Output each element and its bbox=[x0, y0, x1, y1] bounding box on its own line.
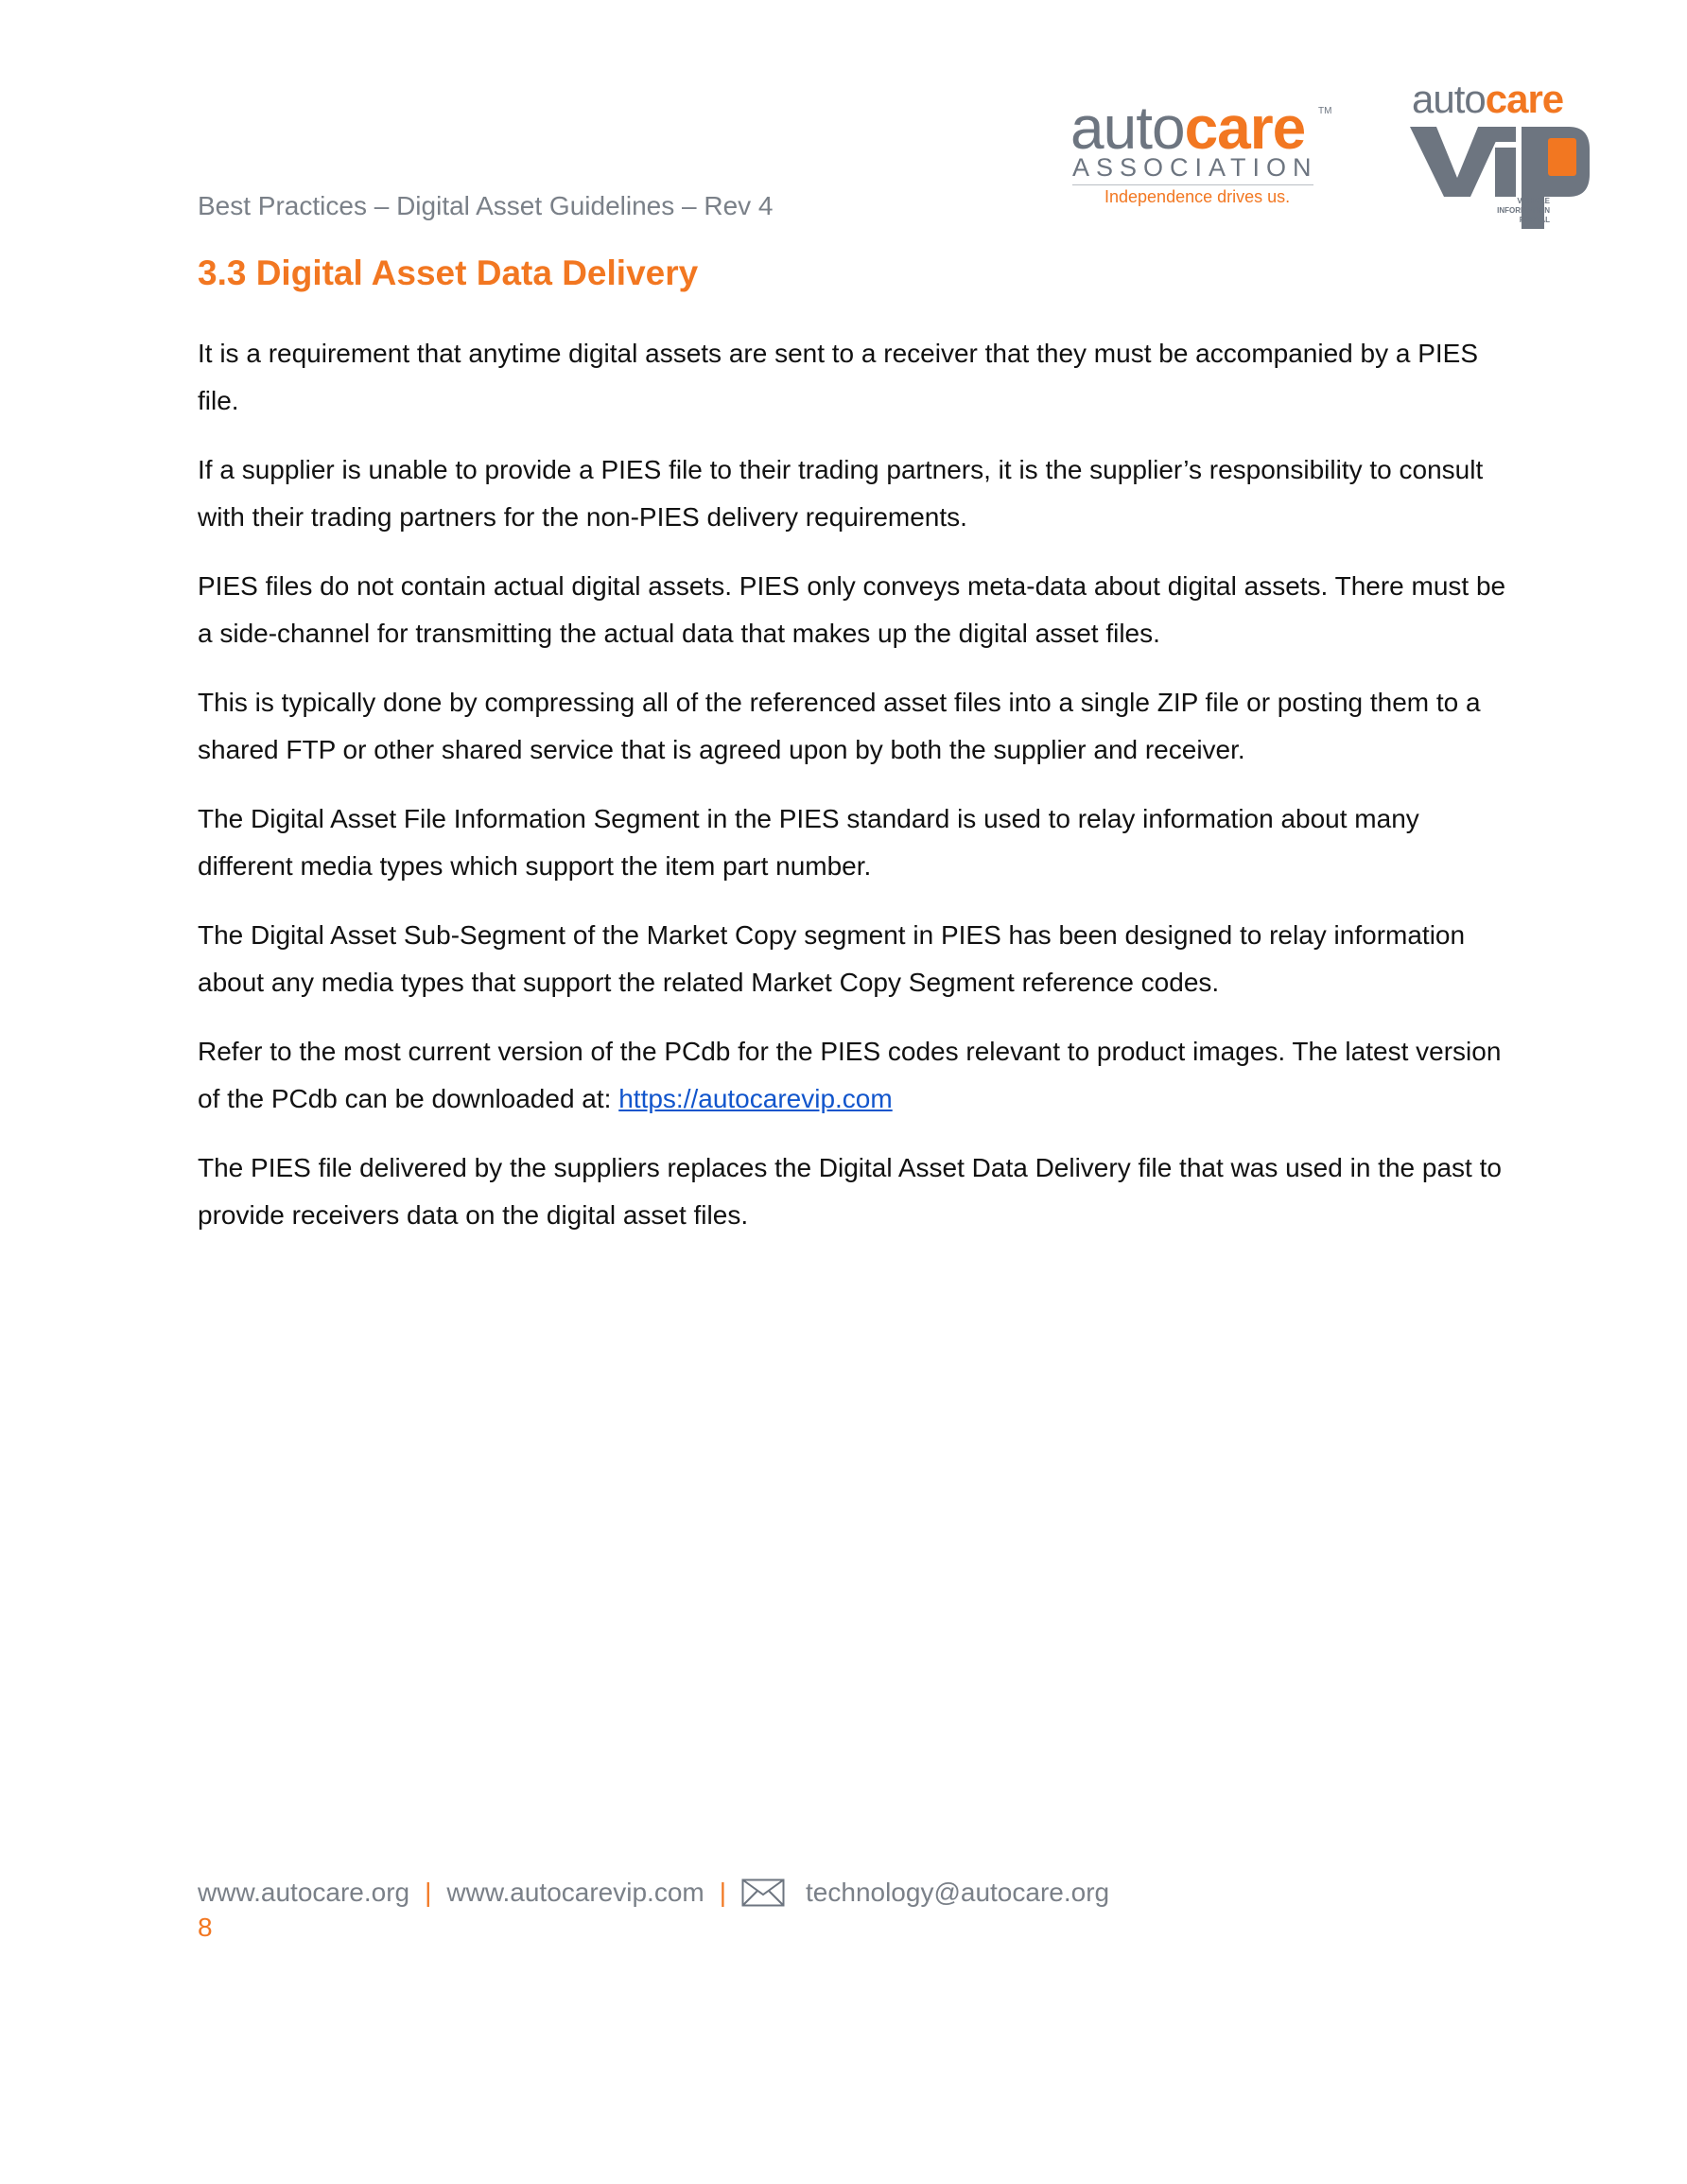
vip-logo-caption: VEHICLE INFORMATION PORTAL bbox=[1497, 197, 1550, 224]
paragraph: It is a requirement that anytime digital assets are sent to a receiver that they must be accompanied by a PIES file. bbox=[198, 339, 1479, 415]
footer-website-autocare[interactable]: www.autocare.org bbox=[198, 1878, 410, 1907]
section-title: 3.3 Digital Asset Data Delivery bbox=[198, 253, 699, 292]
envelope-icon bbox=[741, 1878, 785, 1907]
logo-word-auto: auto bbox=[1070, 94, 1185, 162]
logo-trademark: TM bbox=[1318, 106, 1332, 116]
logo-divider bbox=[1072, 184, 1313, 185]
paragraph: The Digital Asset Sub-Segment of the Market Copy segment in PIES has been designed to relay information about any media types that support the related Market Copy Segment reference codes. bbox=[198, 920, 1466, 997]
closing-paragraph: The PIES file delivered by the suppliers replaces the Digital Asset Data Delivery file that was used in the past to provide receivers data on the digital asset files. bbox=[198, 1153, 1502, 1230]
paragraph: The Digital Asset File Information Segment in the PIES standard is used to relay information about many different media types which support the item part number. bbox=[198, 804, 1419, 881]
page-number: 8 bbox=[198, 1913, 213, 1942]
footer-website-autocarevip[interactable]: www.autocarevip.com bbox=[446, 1878, 704, 1907]
running-header: Best Practices – Digital Asset Guidelines – Rev 4 bbox=[198, 191, 774, 220]
footer-separator: | bbox=[719, 1878, 727, 1907]
logo-word-care: care bbox=[1184, 94, 1306, 162]
footer-separator: | bbox=[425, 1878, 432, 1907]
vip-logo-word-auto: auto bbox=[1412, 77, 1486, 121]
autocare-vip-logo bbox=[1408, 78, 1597, 238]
logo-subtitle: ASSOCIATION bbox=[1072, 153, 1318, 182]
logo-tagline: Independence drives us. bbox=[1104, 187, 1291, 206]
paragraph: If a supplier is unable to provide a PIES file to their trading partners, it is the supplier’s responsibility to consult with their trading partners for the non-PIES delivery requirements. bbox=[198, 455, 1484, 532]
paragraph: This is typically done by compressing all of the referenced asset files into a single ZIP file or posting them to a shared FTP or other shared service that is agreed upon by both the supplier and receiver. bbox=[198, 688, 1481, 764]
footer-email[interactable]: technology@autocare.org bbox=[806, 1878, 1110, 1907]
pcdb-download-link[interactable]: https://autocarevip.com bbox=[618, 1084, 893, 1113]
vip-logo-word-care: care bbox=[1485, 77, 1564, 121]
paragraph: PIES files do not contain actual digital assets. PIES only conveys meta-data about digital assets. There must be a side-channel for transmitting the actual data that makes up the digital asset files. bbox=[198, 571, 1506, 648]
pcdb-paragraph: Refer to the most current version of the PCdb for the PIES codes relevant to product images. The latest version of the PCdb can be downloaded at: https://autocarevip.com bbox=[198, 1037, 1502, 1113]
autocare-association-logo bbox=[1070, 95, 1330, 213]
section-body bbox=[198, 330, 1522, 1261]
page-footer bbox=[198, 1875, 1109, 1911]
